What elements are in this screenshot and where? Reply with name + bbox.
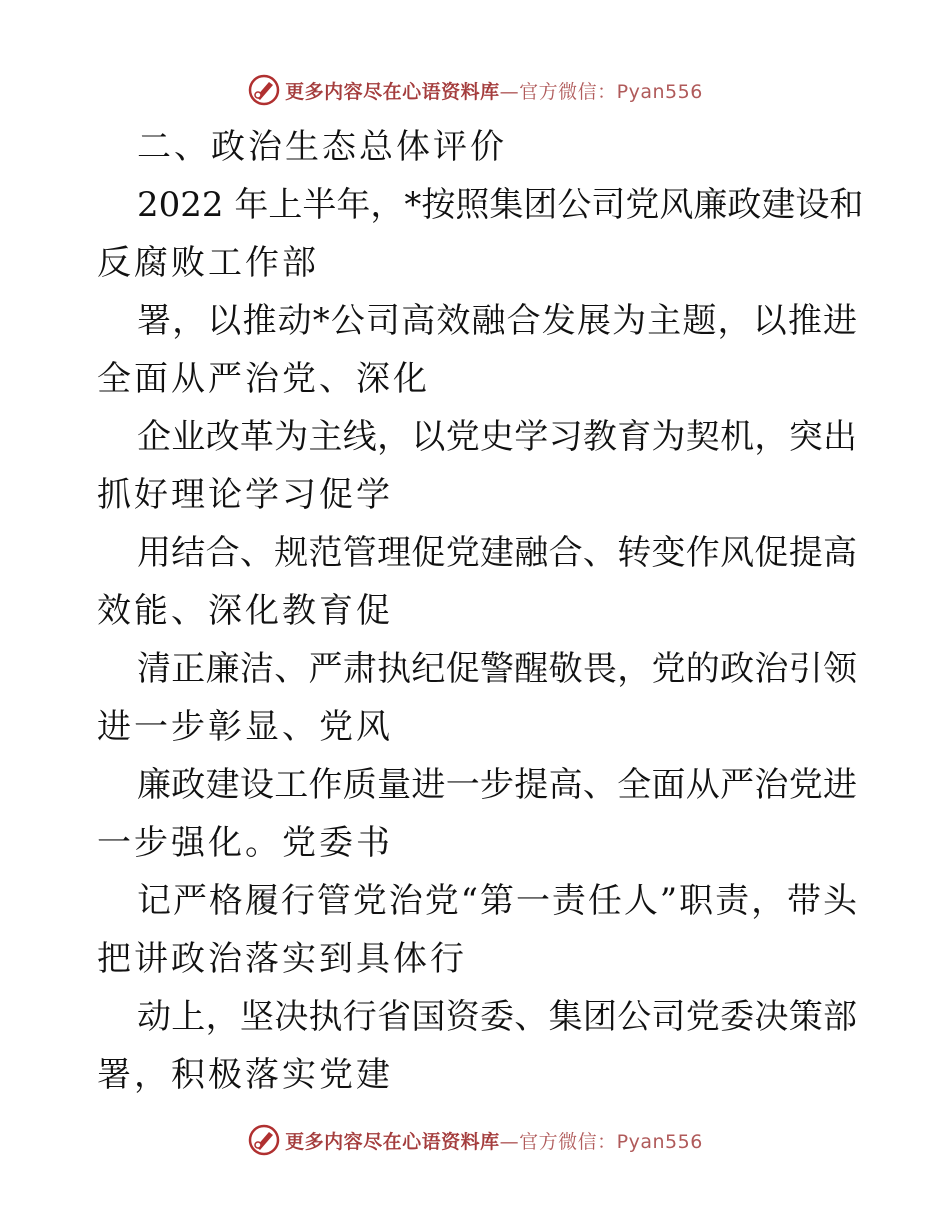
paragraph-line: 把讲政治落实到具体行 [97,939,467,979]
paragraph-line: 企业改革为主线，以党史学习教育为契机，突出 [137,417,857,457]
paragraph-line: 2022 年上半年，*按照集团公司党风廉政建设和 [137,185,864,225]
paragraph-line: 反腐败工作部 [97,243,319,283]
paragraph-line: 效能、深化教育促 [97,591,393,631]
pen-seal-icon [247,73,281,107]
paragraph-line: 署，以推动*公司高效融合发展为主题，以推进 [137,301,857,341]
document-body [97,118,864,1104]
section-heading: 二、政治生态总体评价 [137,127,507,167]
paragraph-line: 清正廉洁、严肃执纪促警醒敬畏，党的政治引领 [137,649,857,689]
paragraph-line: 全面从严治党、深化 [97,359,430,399]
paragraph-line: 抓好理论学习促学 [97,475,393,515]
paragraph-line: 进一步彰显、党风 [97,707,393,747]
footer-watermark-text: 更多内容尽在心语资料库—官方微信：Pyan556 [285,1130,703,1153]
paragraph-line: 记严格履行管党治党“第一责任人”职责，带头 [137,881,857,921]
paragraph-line: 动上，坚决执行省国资委、集团公司党委决策部 [137,997,857,1037]
header-watermark-text: 更多内容尽在心语资料库—官方微信：Pyan556 [285,80,703,103]
paragraph-line: 一步强化。党委书 [97,823,393,863]
footer-watermark [0,1120,950,1160]
pen-seal-icon [247,1123,281,1157]
paragraph-line: 廉政建设工作质量进一步提高、全面从严治党进 [137,765,857,805]
paragraph-line: 用结合、规范管理促党建融合、转变作风促提高 [137,533,857,573]
paragraph-line: 署，积极落实党建 [97,1055,393,1095]
header-watermark [0,70,950,110]
